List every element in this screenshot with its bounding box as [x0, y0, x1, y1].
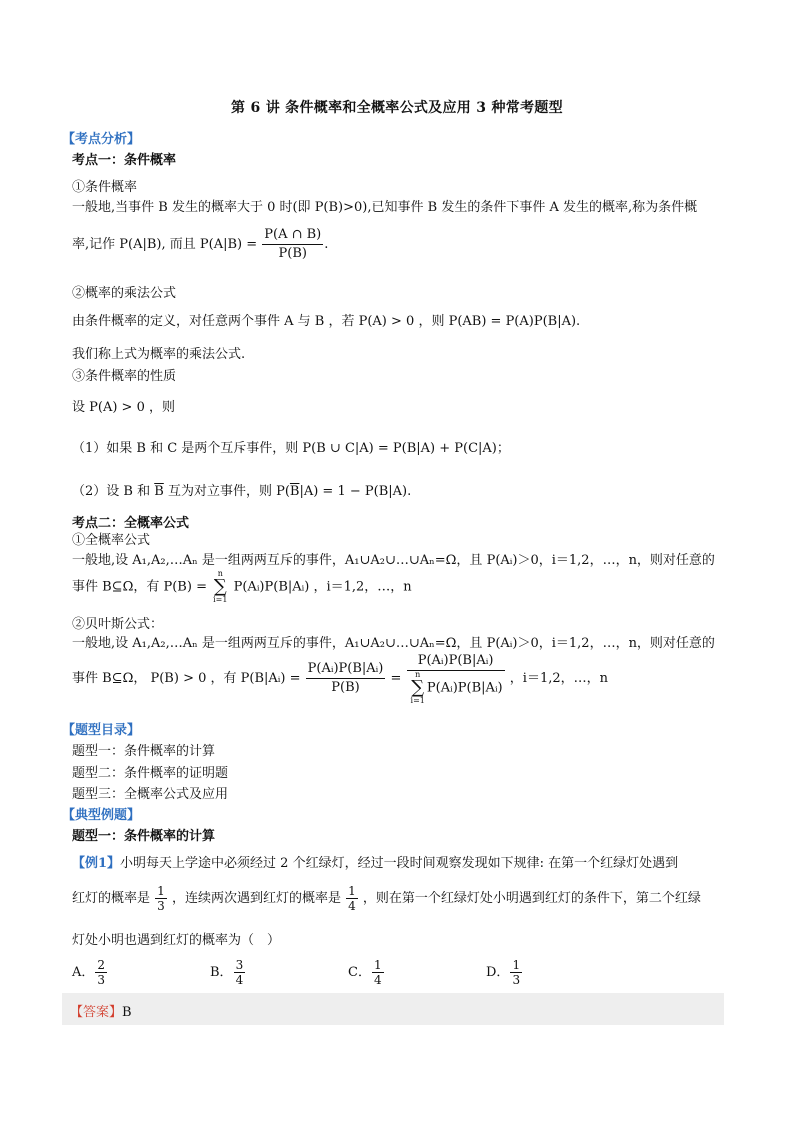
bayes-num-1: P(Aᵢ)P(B|Aᵢ) — [306, 660, 386, 679]
answer-line — [70, 1001, 132, 1020]
sum-top: n — [217, 569, 223, 578]
p4-line2-pre: 事件 B⊆Ω，有 P(B) = — [72, 579, 207, 595]
document-title: 第 6 讲 条件概率和全概率公式及应用 3 种常考题型 — [231, 100, 563, 116]
p1-line1: 一般地,当事件 B 发生的概率大于 0 时(即 P(B)>0),已知事件 B 发生的条件下事件 A 发生的概率,称为条件概 — [72, 200, 698, 215]
catalog-item-2: 题型二：条件概率的证明题 — [72, 766, 229, 781]
bayes-num-2: P(Aᵢ)P(B|Aᵢ) — [407, 652, 505, 671]
prob-frac-2-den: 4 — [348, 899, 356, 913]
bayes-sigma: ∑ — [411, 677, 425, 698]
example-1-line3: 灯处小明也遇到红灯的概率为（ ） — [72, 933, 281, 948]
p4-line2-post: P(Aᵢ)P(B|Aᵢ) ，i＝1,2，…，n — [233, 579, 412, 595]
option-a — [72, 958, 108, 987]
option-b-frac — [234, 958, 246, 987]
bayes-eq: = — [390, 671, 402, 686]
option-a-num: 2 — [97, 958, 106, 972]
answer-label: 【答案】 — [70, 1005, 123, 1020]
p3-item2 — [72, 480, 411, 499]
p2-label: ②概率的乘法公式 — [72, 286, 177, 301]
example-tag: 【例1】 — [72, 856, 121, 871]
ex-line2-a: 红灯的概率是 — [72, 891, 151, 906]
option-b-num: 3 — [235, 958, 244, 972]
p3-item2-mid: 互为对立事件，则 P( — [167, 484, 290, 499]
p3-label: ③条件概率的性质 — [72, 369, 177, 384]
catalog-bracket: 【题型目录】 — [62, 723, 141, 738]
section-bracket-analysis: 【考点分析】 — [62, 132, 141, 147]
p5-line2-pre: 事件 B⊆Ω， P(B) > 0 ，有 P(B|Aᵢ) = — [72, 671, 301, 686]
bayes-sum-top: n — [415, 670, 421, 679]
ex-line2-b: ，连续两次遇到红灯的概率是 — [171, 891, 341, 906]
bayes-den-2 — [407, 671, 505, 705]
bayes-den-1: P(B) — [331, 680, 360, 695]
frac-num: P(A ∩ B) — [262, 226, 323, 245]
catalog-item-1: 题型一：条件概率的计算 — [72, 744, 216, 759]
option-d-den: 3 — [512, 973, 521, 987]
prob-frac-2 — [346, 884, 358, 913]
example-1-line2 — [72, 884, 701, 913]
sigma: ∑ — [213, 576, 227, 597]
catalog-item-3: 题型三：全概率公式及应用 — [72, 787, 229, 802]
prob-frac-2-num: 1 — [348, 884, 356, 898]
p1-line2-post: . — [324, 237, 329, 252]
p3-item2-post: |A) = 1 − P(B|A). — [299, 484, 412, 499]
p4-label: ①全概率公式 — [72, 533, 151, 548]
sum-bottom: i=1 — [213, 595, 228, 604]
bayes-sum-bottom: i=1 — [410, 696, 425, 705]
option-c-label: C． — [348, 965, 371, 980]
bayes-den-2-text: P(Aᵢ)P(B|Aᵢ) — [426, 680, 503, 696]
bayes-fraction-1 — [306, 660, 386, 697]
prob-frac-1 — [155, 884, 167, 913]
p3-line1: 设 P(A) > 0 ，则 — [72, 400, 175, 415]
option-c-frac — [372, 958, 384, 987]
example-line1-text: 小明每天上学途中必须经过 2 个红绿灯，经过一段时间观察发现如下规律: 在第一个红绿灯处遇到 — [120, 856, 679, 871]
conditional-fraction — [262, 226, 323, 263]
p2-line2: 我们称上式为概率的乘法公式. — [72, 347, 246, 362]
prob-frac-1-num: 1 — [157, 884, 165, 898]
option-a-den: 3 — [97, 973, 106, 987]
option-c — [348, 958, 385, 987]
p3-item1: （1）如果 B 和 C 是两个互斥事件，则 P(B ∪ C|A) = P(B|A) + P(C|A)； — [72, 441, 510, 456]
examples-heading: 题型一：条件概率的计算 — [72, 829, 216, 844]
option-d-num: 1 — [512, 958, 521, 972]
option-b-den: 4 — [235, 973, 244, 987]
p5-line1: 一般地,设 A₁,A₂,…Aₙ 是一组两两互斥的事件，A₁∪A₂∪…∪Aₙ=Ω，且 P(Aᵢ)＞0，i＝1,2，…，n，则对任意的 — [72, 636, 715, 651]
p1-label: ①条件概率 — [72, 180, 138, 195]
p5-label: ②贝叶斯公式： — [72, 617, 164, 632]
option-b — [210, 958, 246, 987]
example-1-line1 — [72, 852, 678, 871]
frac-den: P(B) — [278, 246, 307, 261]
p5-line2-post: ，i＝1,2，…，n — [509, 671, 608, 686]
section-heading-1: 考点一：条件概率 — [72, 153, 177, 168]
option-a-frac — [95, 958, 107, 987]
examples-bracket: 【典型例题】 — [62, 808, 141, 823]
answer-box — [62, 993, 724, 1025]
b-bar: $\overline{B}$ — [154, 484, 164, 499]
option-c-num: 1 — [373, 958, 382, 972]
p5-line2 — [72, 652, 608, 705]
bayes-sum — [411, 671, 425, 705]
p3-item2-pre: （2）设 B 和 — [72, 484, 151, 499]
b-bar-2: $\overline{B}$ — [289, 484, 300, 499]
option-d-frac — [510, 958, 522, 987]
ex-line2-c: ，则在第一个红绿灯处小明遇到红灯的条件下，第二个红绿 — [362, 891, 701, 906]
p1-line2-pre: 率,记作 P(A|B), 而且 P(A|B) = — [72, 237, 258, 252]
p2-line1: 由条件概率的定义，对任意两个事件 A 与 B ，若 P(A) > 0 ，则 P(AB) = P(A)P(B|A). — [72, 314, 581, 329]
bayes-fraction-2 — [407, 652, 505, 705]
sum-symbol — [213, 570, 227, 604]
option-d — [486, 958, 523, 987]
option-a-label: A． — [72, 965, 95, 980]
p4-line2 — [72, 570, 412, 604]
p4-line1: 一般地,设 A₁,A₂,…Aₙ 是一组两两互斥的事件，A₁∪A₂∪…∪Aₙ=Ω，且 P(Aᵢ)＞0，i＝1,2，…，n，则对任意的 — [72, 553, 715, 568]
section-heading-2: 考点二：全概率公式 — [72, 516, 190, 531]
prob-frac-1-den: 3 — [157, 899, 165, 913]
option-c-den: 4 — [373, 973, 382, 987]
option-b-label: B． — [210, 965, 233, 980]
p1-line2 — [72, 226, 328, 263]
answer-value: B — [122, 1005, 132, 1020]
option-d-label: D． — [486, 965, 510, 980]
